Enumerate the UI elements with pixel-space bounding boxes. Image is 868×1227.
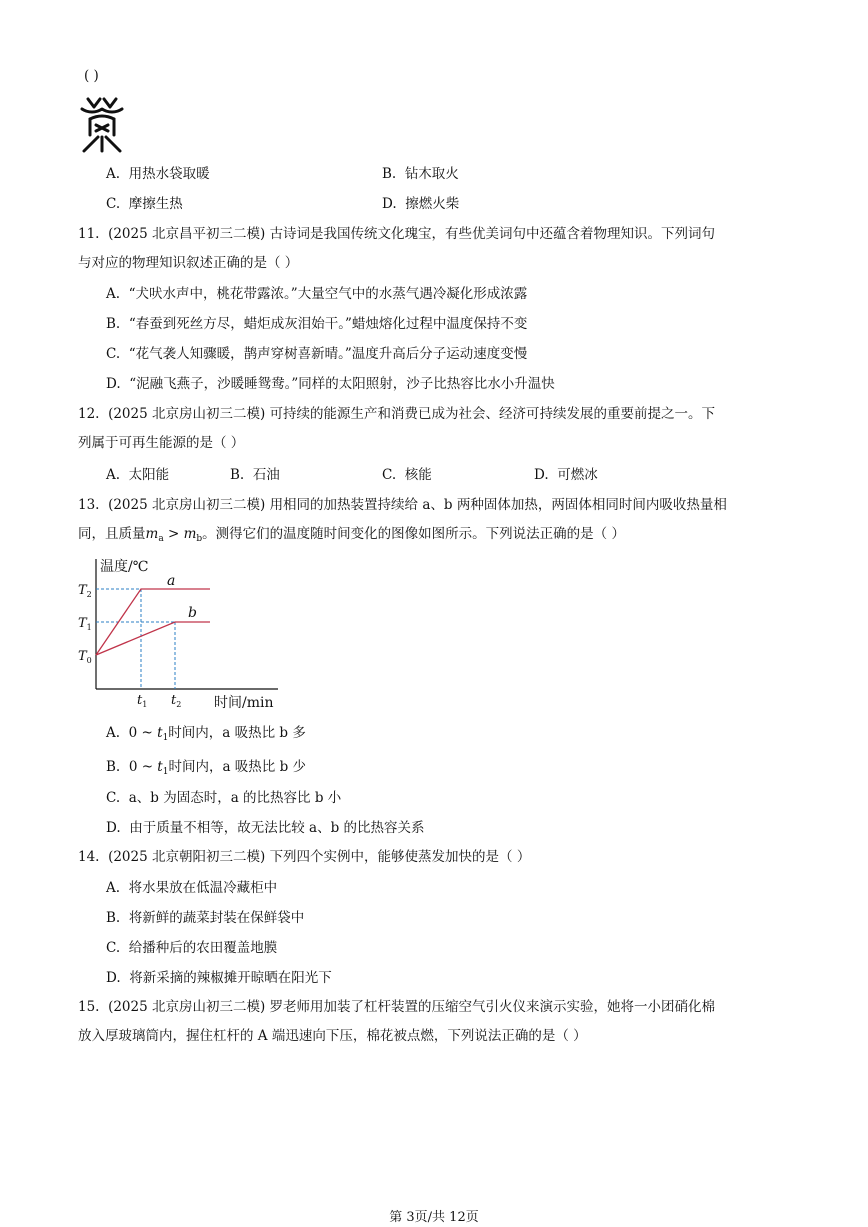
q11-stem-line1: 古诗词是我国传统文化瑰宝，有些优美词句中还蕴含着物理知识。下列词句 [269,226,716,242]
q10-option-d[interactable]: D. 擦燃火柴 [382,196,460,212]
q10-option-c[interactable]: C. 摩擦生热 [106,196,183,212]
series-line-b [96,622,210,655]
q14-option-a[interactable]: A. 将水果放在低温冷藏柜中 [106,880,278,896]
q11-stem-line2: 与对应的物理知识叙述正确的是（ ） [78,255,299,271]
q12-stem-line1: 可持续的能源生产和消费已成为社会、经济可持续发展的重要前提之一。下 [269,406,716,422]
q15-stem-line1: 罗老师用加装了杠杆装置的压缩空气引火仪来演示实验，她将一小团硝化棉 [269,999,716,1015]
q11-stem [78,220,794,278]
q12-stem [78,400,794,458]
q13-option-d[interactable]: D. 由于质量不相等，故无法比较 a、b 的比热容关系 [106,820,425,836]
q13-number: 13. [78,497,100,513]
page-footer: 第 3页/共 12页 [389,1210,479,1225]
q14-option-d[interactable]: D. 将新采摘的辣椒摊开晾晒在阳光下 [106,970,332,986]
series-label-b: b [188,605,197,621]
q11-option-b[interactable]: B. “春蚕到死丝方尽，蜡炬成灰泪始干。”蜡烛熔化过程中温度保持不变 [106,316,528,332]
q15-stem-line2: 放入厚玻璃筒内，握住杠杆的 A 端迅速向下压，棉花被点燃，下列说法正确的是（ ） [78,1028,587,1044]
q11-option-a[interactable]: A. “犬吠水声中，桃花带露浓。”大量空气中的水蒸气遇冷凝化形成浓露 [106,286,528,302]
chart-svg [74,555,284,715]
q13-mass-a: $m_a$ [145,526,164,544]
q13-option-b[interactable]: B. 0 ~ $t_1$时间内，a 吸热比 b 少 [106,759,307,777]
q10-option-b[interactable]: B. 钻木取火 [382,166,459,182]
q14-stem [78,843,794,872]
q12-option-c[interactable]: C. 核能 [382,467,432,483]
q14-stem-text: 下列四个实例中，能够使蒸发加快的是（ ） [269,849,531,865]
q11-number: 11. [78,226,100,242]
q15-number: 15. [78,999,100,1015]
q12-stem-line2: 列属于可再生能源的是（ ） [78,435,245,451]
q12-number: 12. [78,406,100,422]
q15-stem [78,993,794,1051]
q12-source: (2025 北京房山初三二模) [108,406,266,422]
x-tick-label-t1: $t_1$ [137,693,148,709]
q12-option-b[interactable]: B. 石油 [230,467,280,483]
q12-option-d[interactable]: D. 可燃冰 [534,467,598,483]
q13-temperature-time-graph [74,555,284,715]
y-tick-label-T2: $T_2$ [78,583,92,599]
y-tick-label-T1: $T_1$ [78,616,92,632]
q14-number: 14. [78,849,100,865]
seal-script-character-image [78,95,126,155]
q13-stem-line1: 用相同的加热装置持续给 a、b 两种固体加热，两固体相同时间内吸收热量相 [269,497,727,513]
y-axis-label: 温度/℃ [100,559,149,575]
q15-source: (2025 北京房山初三二模) [108,999,266,1015]
q13-stem-line2: 同，且质量$m_a > m_b$。测得它们的温度随时间变化的图像如图所示。下列说法正确的是（ ） [78,526,625,544]
q13-source: (2025 北京房山初三二模) [108,497,266,513]
q14-source: (2025 北京朝阳初三二模) [108,849,266,865]
q13-option-a[interactable]: A. 0 ~ $t_1$时间内，a 吸热比 b 多 [106,725,306,743]
q12-option-a[interactable]: A. 太阳能 [106,467,170,483]
q11-option-c[interactable]: C. “花气袭人知骤暖，鹊声穿树喜新晴。”温度升高后分子运动速度变慢 [106,346,528,362]
y-tick-label-T0: $T_0$ [78,649,92,665]
q13-mass-b: $m_b$ [183,526,203,544]
q14-option-b[interactable]: B. 将新鲜的蔬菜封装在保鲜袋中 [106,910,305,926]
q14-option-c[interactable]: C. 给播种后的农田覆盖地膜 [106,940,278,956]
q13-stem [78,491,794,554]
q11-option-d[interactable]: D. “泥融飞燕子，沙暖睡鸳鸯。”同样的太阳照射，沙子比热容比水小升温快 [106,376,555,392]
x-tick-label-t2: $t_2$ [171,693,182,709]
q13-option-c[interactable]: C. a、b 为固态时，a 的比热容比 b 小 [106,790,342,806]
seal-glyph-icon [78,95,126,155]
q10-option-a[interactable]: A. 用热水袋取暖 [106,166,210,182]
series-label-a: a [167,573,176,589]
q10-answer-paren: ( ) [84,68,99,84]
x-axis-label: 时间/min [214,695,274,711]
q11-source: (2025 北京昌平初三二模) [108,226,266,242]
